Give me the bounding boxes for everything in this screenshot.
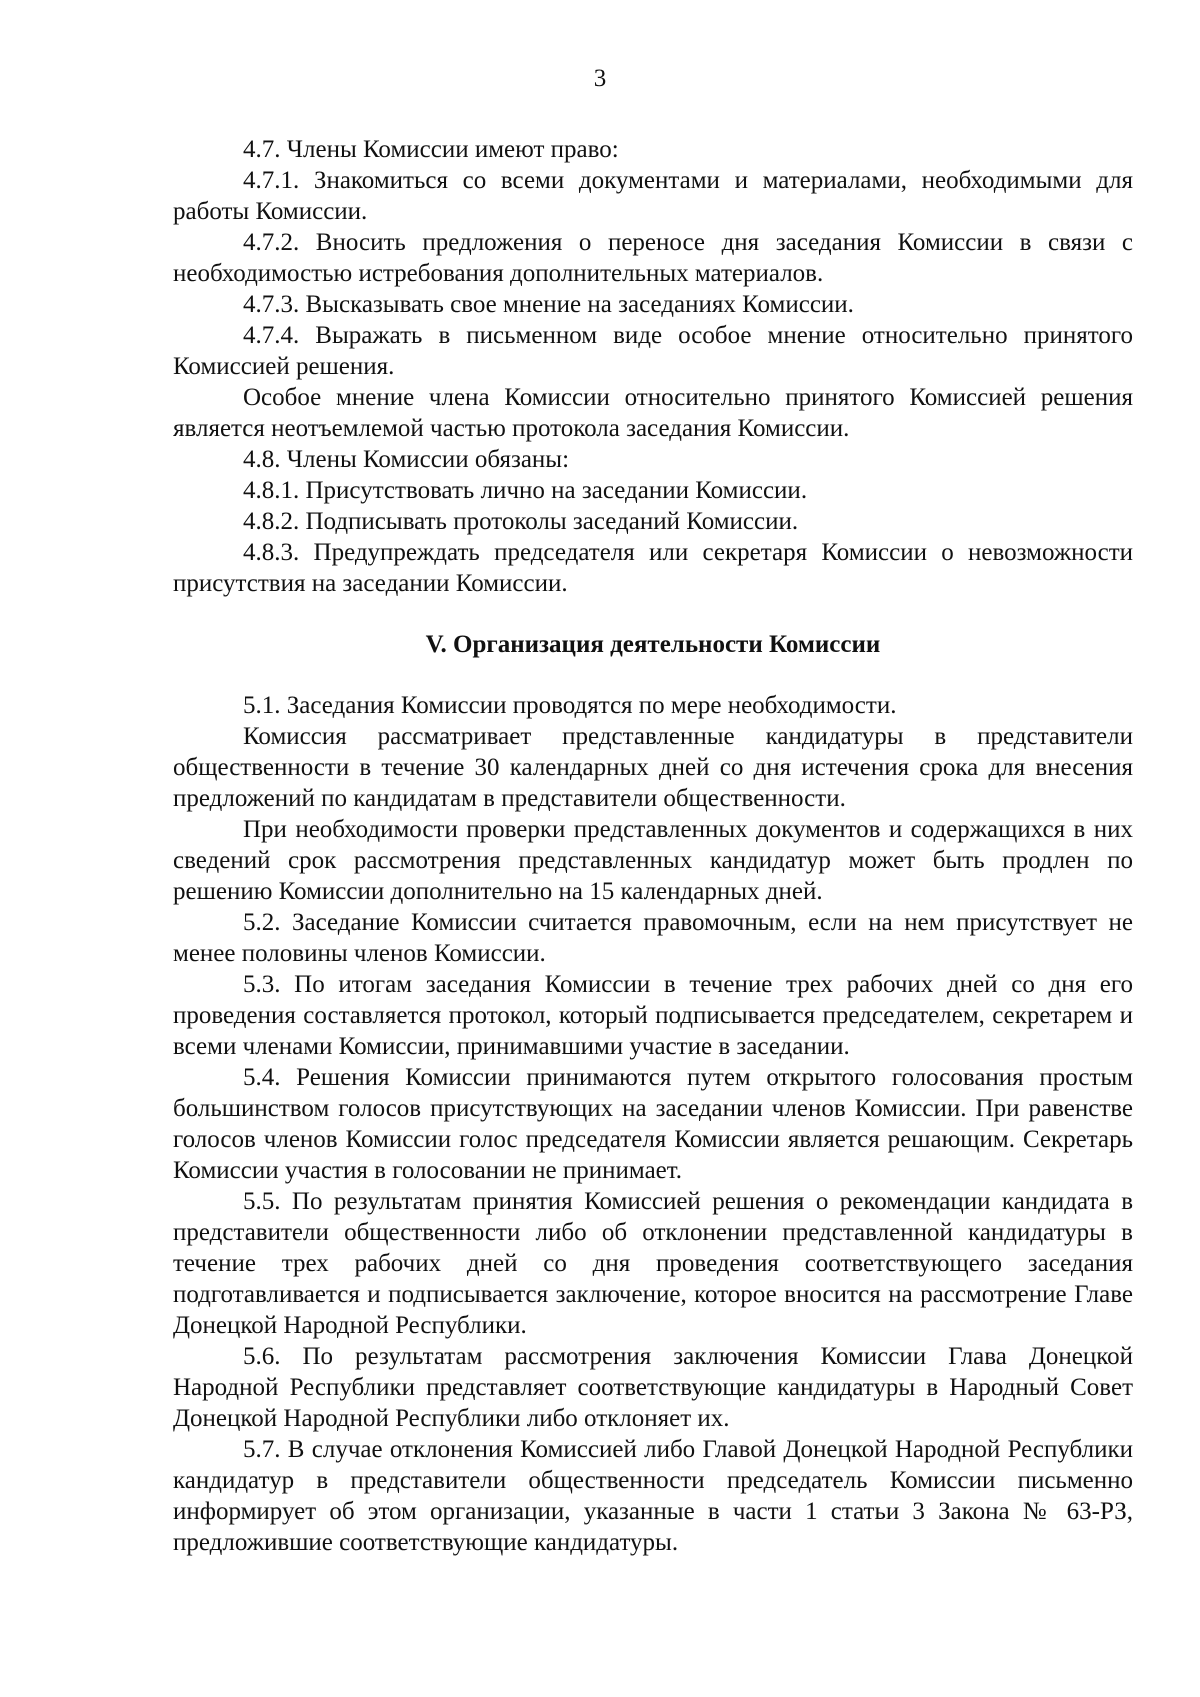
document-body [173, 134, 1133, 1558]
paragraph-4-7-1: 4.7.1. Знакомиться со всеми документами и материалами, необходимыми для работы Комиссии. [173, 167, 1133, 225]
paragraph-4-7-4: 4.7.4. Выражать в письменном виде особое мнение относительно принятого Комиссией решения. [173, 322, 1133, 380]
paragraph-4-8-1: 4.8.1. Присутствовать лично на заседании Комиссии. [243, 477, 808, 504]
paragraph-5-4: 5.4. Решения Комиссии принимаются путем открытого голосования простым большинством голосов присутствующих на заседании членов Комиссии. При равенстве голосов членов Комиссии голос председателя Комиссии является решающим. Секретарь Комиссии участия в голосовании не принимает. [173, 1064, 1133, 1184]
paragraph-5-3: 5.3. По итогам заседания Комиссии в течение трех рабочих дней со дня его проведения составляется протокол, который подписывается председателем, секретарем и всеми членами Комиссии, принимавшими участие в заседании. [173, 971, 1133, 1060]
paragraph-4-7-2: 4.7.2. Вносить предложения о переносе дня заседания Комиссии в связи с необходимостью истребования дополнительных материалов. [173, 229, 1133, 287]
paragraph-5-1-extension: При необходимости проверки представленных документов и содержащихся в них сведений срок рассмотрения представленных кандидатур может быть продлен по решению Комиссии дополнительно на 15 календарных дней. [173, 816, 1133, 905]
section-heading: V. Организация деятельности Комиссии [425, 631, 881, 658]
paragraph-5-1: 5.1. Заседания Комиссии проводятся по мере необходимости. [243, 692, 897, 719]
paragraph-5-6: 5.6. По результатам рассмотрения заключения Комиссии Глава Донецкой Народной Республики представляет соответствующие кандидатуры в Народный Совет Донецкой Народной Республики либо отклоняет их. [173, 1343, 1133, 1432]
page-number: 3 [593, 65, 607, 92]
paragraph-4-8: 4.8. Члены Комиссии обязаны: [243, 446, 570, 473]
paragraph-5-1-review: Комиссия рассматривает представленные кандидатуры в представители общественности в течение 30 календарных дней со дня истечения срока для внесения предложений по кандидатам в представители общественности. [173, 723, 1133, 812]
paragraph-5-5: 5.5. По результатам принятия Комиссией решения о рекомендации кандидата в представители общественности либо об отклонении представленной кандидатуры в течение трех рабочих дней со дня проведения соответствующего заседания подготавливается и подписывается заключение, которое вносится на рассмотрение Главе Донецкой Народной Республики. [173, 1188, 1133, 1339]
paragraph-4-7-3: 4.7.3. Высказывать свое мнение на заседаниях Комиссии. [243, 291, 854, 318]
paragraph-4-7: 4.7. Члены Комиссии имеют право: [243, 136, 619, 163]
paragraph-5-7: 5.7. В случае отклонения Комиссией либо Главой Донецкой Народной Республики кандидатур в представители общественности председатель Комиссии письменно информирует об этом организации, указанные в части 1 статьи 3 Закона № 63-РЗ, предложившие соответствующие кандидатуры. [173, 1436, 1133, 1556]
paragraph-5-2: 5.2. Заседание Комиссии считается правомочным, если на нем присутствует не менее половины членов Комиссии. [173, 909, 1133, 967]
paragraph-4-8-3: 4.8.3. Предупреждать председателя или секретаря Комиссии о невозможности присутствия на заседании Комиссии. [173, 539, 1133, 597]
paragraph-4-8-2: 4.8.2. Подписывать протоколы заседаний Комиссии. [243, 508, 799, 535]
paragraph-special-opinion: Особое мнение члена Комиссии относительно принятого Комиссией решения является неотъемлемой частью протокола заседания Комиссии. [173, 384, 1133, 442]
